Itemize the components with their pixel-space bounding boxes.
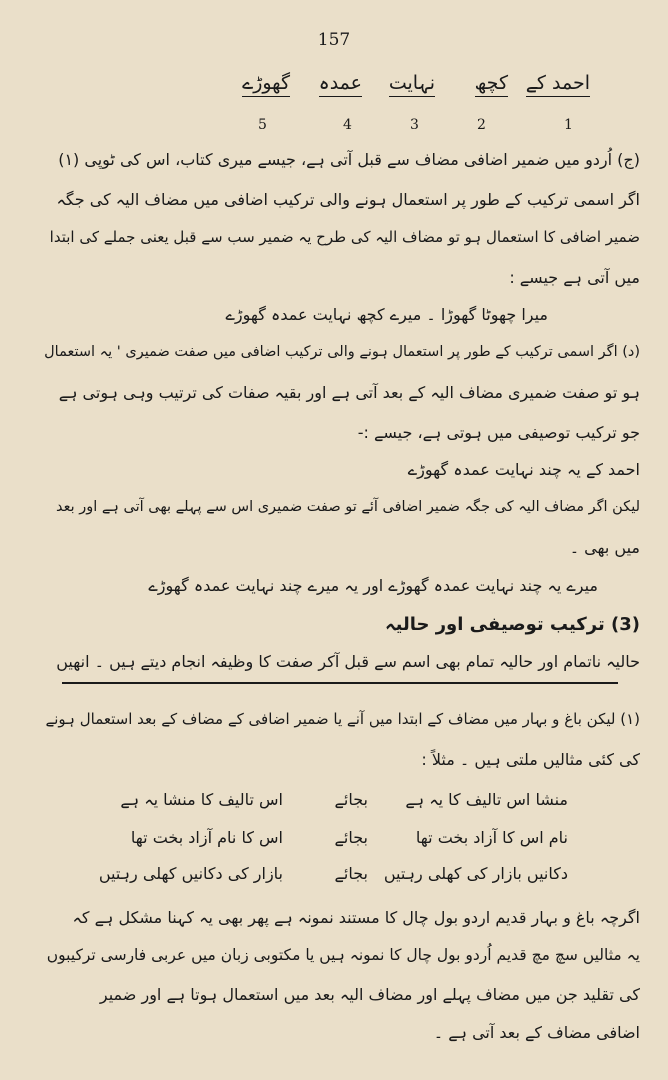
example-word: گھوڑے: [242, 72, 290, 94]
text-line: ضمیر اضافی کا استعمال ہو تو مضاف الیہ کی طرح یہ ضمیر سب سے قبل یعنی جملے کی ابتدا: [49, 228, 640, 246]
example-word: نہایت: [389, 72, 435, 94]
alternative-phrase: اس تالیف کا منشا یہ ہے: [120, 790, 283, 809]
example-word: عمدہ: [319, 72, 362, 94]
word-number: 3: [410, 117, 419, 133]
example-word: احمد کے: [526, 72, 590, 94]
connector-word: بجائے: [334, 864, 368, 883]
example-sentence: میرے یہ چند نہایت عمدہ گھوڑے اور یہ میرے چند نہایت عمدہ گھوڑے: [148, 576, 598, 595]
page-number: 157: [317, 30, 351, 50]
original-phrase: نام اس کا آزاد بخت تھا: [415, 828, 568, 847]
connector-word: بجائے: [334, 790, 368, 809]
example-sentence: احمد کے یہ چند نہایت عمدہ گھوڑے: [407, 460, 640, 479]
example-numbers: [230, 117, 590, 137]
text-line: ہو تو صفت ضمیری مضاف الیہ کے بعد آتی ہے اور بقیہ صفات کی ترتیب وہی ہوتی ہے: [58, 383, 640, 402]
word-number: 4: [343, 117, 352, 133]
section-heading: (3) ترکیب توصیفی اور حالیہ: [385, 614, 640, 635]
text-line: اگر اسمی ترکیب کے طور پر استعمال ہونے والی ترکیب اضافی میں مضاف الیہ کی جگہ: [56, 190, 640, 209]
word-number: 1: [564, 117, 573, 133]
alternative-phrase: بازار کی دکانیں کھلی رہتیں: [98, 864, 283, 883]
text-line: (د) اگر اسمی ترکیب کے طور پر استعمال ہونے والی ترکیب اضافی میں صفت ضمیری ' یہ استعمال: [44, 344, 640, 360]
original-phrase: دکانیں بازار کی کھلی رہتیں: [383, 864, 568, 883]
word-number: 2: [477, 117, 486, 133]
text-line: جو ترکیب توصیفی میں ہوتی ہے، جیسے :-: [357, 423, 640, 442]
text-line: لیکن اگر مضاف الیہ کی جگہ ضمیر اضافی آئے تو صفت ضمیری اس سے پہلے بھی آتی ہے اور بعد: [56, 499, 640, 515]
text-line: حالیہ ناتمام اور حالیہ تمام بھی اسم سے قبل آکر صفت کا وظیفہ انجام دیتے ہیں ۔ انھیں: [56, 652, 640, 671]
example-sentence: میرا چھوٹا گھوڑا ۔ میرے کچھ نہایت عمدہ گھوڑے: [225, 305, 548, 324]
word-number: 5: [258, 117, 267, 133]
original-phrase: منشا اس تالیف کا یہ ہے: [405, 790, 568, 809]
footnote-line: کی تقلید جن میں مضاف پہلے اور مضاف الیہ بعد میں استعمال ہوتا ہے اور ضمیر: [99, 985, 640, 1004]
text-line: میں بھی ۔: [569, 538, 640, 557]
footnote-line: (۱) لیکن باغ و بہار میں مضاف کے ابتدا میں آنے یا ضمیر اضافی کے مضاف کے بعد استعمال ہونے: [45, 710, 640, 728]
text-line: (ج) اُردو میں ضمیر اضافی مضاف سے قبل آتی ہے، جیسے میری کتاب، اس کی ٹوپی (۱): [58, 150, 640, 169]
alternative-phrase: اس کا نام آزاد بخت تھا: [130, 828, 283, 847]
footnote-divider: [62, 682, 618, 684]
footnote-line: کی کئی مثالیں ملتی ہیں ۔ مثلاً :: [421, 750, 640, 769]
connector-word: بجائے: [334, 828, 368, 847]
text-line: میں آتی ہے جیسے :: [509, 268, 640, 287]
footnote-line: اضافی مضاف کے بعد آتی ہے ۔: [433, 1023, 640, 1042]
footnote-line: یہ مثالیں سچ مچ قدیم اُردو بول چال کا نمونہ ہیں یا مکتوبی زبان میں عربی فارسی ترکیبوں: [46, 946, 640, 964]
example-phrase: [230, 72, 590, 112]
example-word: کچھ: [475, 72, 508, 94]
footnote-line: اگرچہ باغ و بہار قدیم اردو بول چال کا مستند نمونہ ہے پھر بھی یہ کہنا مشکل ہے کہ: [72, 908, 640, 927]
